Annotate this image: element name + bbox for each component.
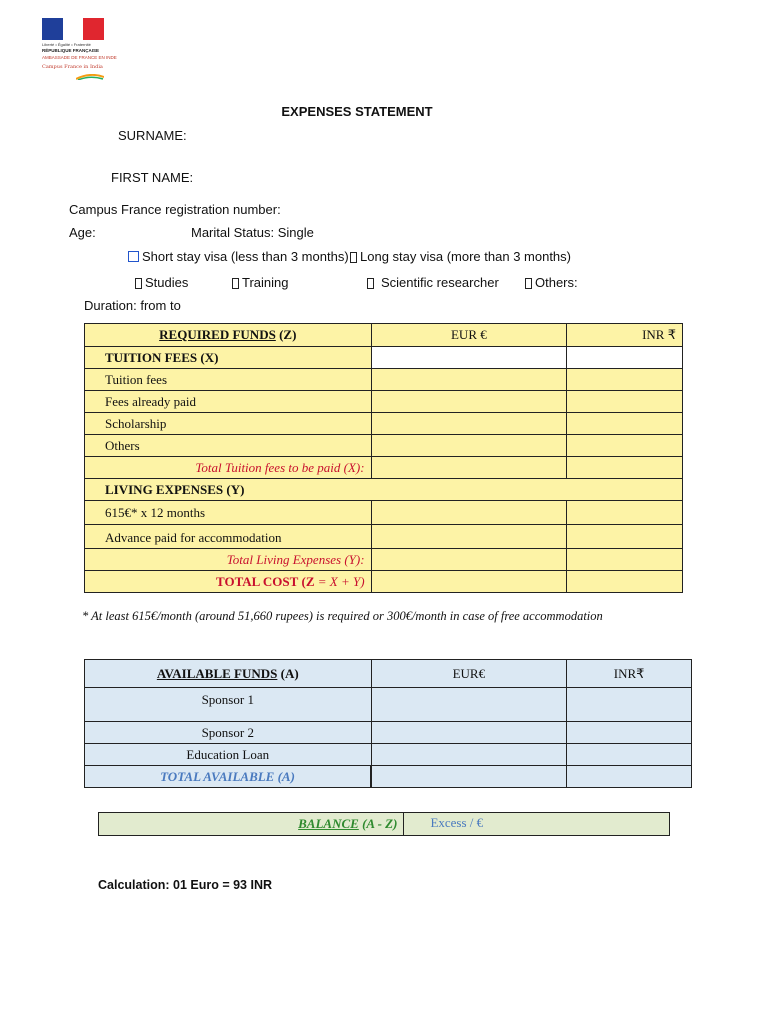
sponsor-2-label: Sponsor 2 [85,722,372,744]
exchange-rate-note: Calculation: 01 Euro = 93 INR [98,878,273,892]
eur-cell[interactable] [371,525,567,549]
marital-status-label: Marital Status: Single [191,225,314,240]
table-row [85,766,692,788]
inr-header: INR ₹ [567,324,683,347]
inr-cell[interactable] [567,457,683,479]
table-row [85,369,683,391]
scientific-label: Scientific researcher [381,275,499,290]
swoosh-icon [76,74,104,80]
inr-cell[interactable] [567,549,683,571]
sponsor-1-label: Sponsor 1 [85,688,372,722]
long-stay-label: Long stay visa (more than 3 months) [360,249,571,264]
table-row [85,457,683,479]
eur-cell[interactable] [371,435,567,457]
page-title: EXPENSES STATEMENT [281,104,433,119]
tuition-fees-label: Tuition fees [85,369,372,391]
table-row [85,391,683,413]
eur-cell[interactable] [371,744,567,766]
scientific-option[interactable] [367,275,499,290]
table-row [85,744,692,766]
footnote: * At least 615€/month (around 51,660 rupees) is required or 300€/month in case of free accommodation [82,609,603,623]
available-funds-label: AVAILABLE FUNDS [156,665,278,681]
eur-cell[interactable] [371,391,567,413]
french-flag-icon [42,18,104,40]
inr-cell[interactable] [567,744,692,766]
logo-embassy: AMBASSADE DE FRANCE EN INDE [42,55,117,60]
inr-cell[interactable] [567,391,683,413]
age-label: Age: [69,225,96,240]
excess-label: Excess / € [430,815,484,830]
checkbox-icon[interactable] [135,278,142,289]
tuition-fees-heading: TUITION FEES (X) [85,347,372,369]
total-cost-label: TOTAL COST [216,573,299,589]
eur-header: EUR € [371,324,567,347]
eur-cell[interactable] [371,549,567,571]
balance-table [98,812,670,836]
studies-label: Studies [145,275,189,290]
balance-row [99,813,670,836]
duration-label: Duration: from to [84,298,181,313]
inr-cell[interactable] [567,369,683,391]
total-available-label: TOTAL AVAILABLE (A) [85,766,372,788]
others-row-label: Others [85,435,372,457]
inr-cell[interactable] [567,347,683,369]
logo-campus-france: Campus France in India [42,64,103,70]
logo-motto: Liberté • Égalité • Fraternité [42,42,91,47]
inr-cell[interactable] [567,722,692,744]
required-funds-suffix: (Z) [275,327,297,342]
available-header-row [85,660,692,688]
inr-cell[interactable] [567,435,683,457]
training-option[interactable] [232,275,288,290]
total-cost-z: (Z [301,573,315,589]
eur-cell[interactable] [371,688,567,722]
checkbox-icon[interactable] [128,251,139,262]
eur-cell[interactable] [371,369,567,391]
balance-label: BALANCE [298,816,359,831]
monthly-living-label: 615€* x 12 months [85,501,372,525]
inr-cell[interactable] [567,766,692,788]
total-cost-cell [85,571,372,593]
inr-cell[interactable] [567,525,683,549]
eur-cell[interactable] [371,722,567,744]
table-row [85,688,692,722]
table-row [85,722,692,744]
living-header-row [85,479,683,501]
others-label: Others: [535,275,578,290]
checkbox-icon[interactable] [525,278,532,289]
living-expenses-heading: LIVING EXPENSES (Y) [85,479,683,501]
eur-cell[interactable] [371,347,567,369]
campus-france-logo [40,18,117,82]
studies-option[interactable] [135,275,188,290]
scholarship-label: Scholarship [85,413,372,435]
living-total-label: Total Living Expenses (Y): [85,549,372,571]
balance-label-cell [99,813,404,836]
checkbox-icon[interactable] [367,278,374,289]
advance-paid-label: Advance paid for accommodation [85,525,372,549]
inr-cell[interactable] [567,501,683,525]
surname-label: SURNAME: [118,128,187,143]
inr-header: INR₹ [567,660,692,688]
balance-suffix: (A - Z) [358,816,398,831]
available-header-cell [85,660,372,688]
long-stay-option[interactable] [350,249,571,264]
eur-cell[interactable] [371,413,567,435]
education-loan-label: Education Loan [85,744,372,766]
table-row [85,413,683,435]
eur-header: EUR€ [371,660,567,688]
required-header-cell [85,324,372,347]
inr-cell[interactable] [567,413,683,435]
table-row [85,501,683,525]
table-row [85,549,683,571]
required-funds-label: REQUIRED FUNDS [159,327,276,342]
short-stay-option[interactable] [128,249,349,264]
short-stay-label: Short stay visa (less than 3 months) [142,249,349,264]
eur-cell[interactable] [371,501,567,525]
table-row [85,525,683,549]
required-header-row [85,324,683,347]
balance-value-cell[interactable] [404,813,670,836]
others-option[interactable] [525,275,578,290]
training-label: Training [242,275,289,290]
table-row [85,571,683,593]
registration-label: Campus France registration number: [69,202,281,217]
total-cost-formula: = X + Y) [314,573,365,589]
available-funds-table [84,659,692,788]
tuition-header-row [85,347,683,369]
eur-cell[interactable] [371,766,567,788]
eur-cell[interactable] [371,571,567,593]
checkbox-icon[interactable] [350,252,357,263]
table-row [85,435,683,457]
required-funds-table [84,323,683,593]
tuition-total-label: Total Tuition fees to be paid (X): [85,457,372,479]
inr-cell[interactable] [567,571,683,593]
logo-republic: RÉPUBLIQUE FRANÇAISE [42,48,100,53]
available-funds-suffix: (A) [277,665,299,681]
inr-cell[interactable] [567,688,692,722]
fees-paid-label: Fees already paid [85,391,372,413]
checkbox-icon[interactable] [232,278,239,289]
eur-cell[interactable] [371,457,567,479]
first-name-label: FIRST NAME: [111,170,194,185]
